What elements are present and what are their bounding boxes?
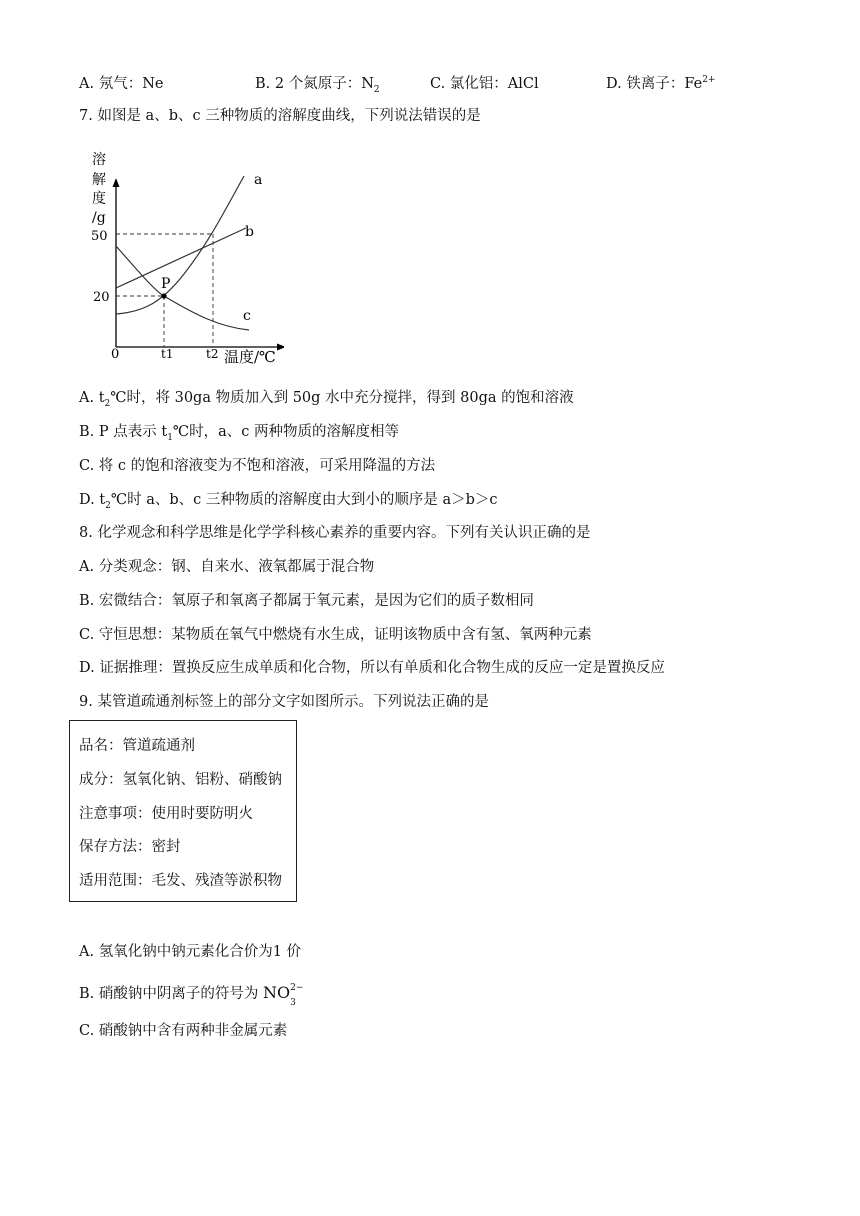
solubility-chart bbox=[84, 142, 284, 367]
q8-stem: 8. 化学观念和科学思维是化学学科核心素养的重要内容。下列有关认识正确的是 bbox=[79, 525, 591, 541]
q7-option-d: D. $t_2℃$时 a、b、c 三种物质的溶解度由大到小的顺序是 a＞b＞c bbox=[79, 492, 498, 511]
q7-option-b: B. P 点表示 $t_1℃$时，a、c 两种物质的溶解度相等 bbox=[79, 424, 400, 443]
q7-stem: 7. 如图是 a、b、c 三种物质的溶解度曲线，下列说法错误的是 bbox=[79, 108, 481, 124]
q6-option-a: A. 氖气：Ne bbox=[79, 76, 164, 92]
q9-option-b: B. 硝酸钠中阴离子的符号为 NO 2− 3 bbox=[79, 983, 304, 1008]
x-tick-t2: t2 bbox=[206, 347, 219, 361]
curve-c bbox=[116, 246, 249, 330]
q8-option-d: D. 证据推理：置换反应生成单质和化合物，所以有单质和化合物生成的反应一定是置换反应 bbox=[79, 660, 665, 676]
product-label-box bbox=[69, 720, 297, 902]
label-row-caution: 注意事项：使用时要防明火 bbox=[79, 806, 253, 822]
series-label-a: a bbox=[254, 172, 263, 188]
origin-label: 0 bbox=[111, 347, 120, 362]
label-row-storage: 保存方法：密封 bbox=[79, 839, 181, 855]
series-label-b: b bbox=[245, 224, 254, 240]
q9-option-c: C. 硝酸钠中含有两种非金属元素 bbox=[79, 1023, 288, 1039]
label-row-name: 品名：管道疏通剂 bbox=[79, 738, 195, 754]
curve-b bbox=[116, 228, 246, 288]
point-p-label: P bbox=[161, 276, 171, 292]
y-tick-20: 20 bbox=[93, 290, 110, 305]
q8-option-c: C. 守恒思想：某物质在氧气中燃烧有水生成，证明该物质中含有氢、氧两种元素 bbox=[79, 627, 592, 643]
series-label-c: c bbox=[243, 308, 251, 324]
q9-option-a: A. 氢氧化钠中钠元素化合价为1 价 bbox=[79, 944, 302, 960]
q7-option-a: A. $t_2℃$时，将 30ga 物质加入到 50g 水中充分搅拌，得到 80ga 的饱和溶液 bbox=[79, 390, 574, 409]
x-label: 温度/℃ bbox=[224, 348, 276, 366]
ylabel-char-2: 解 bbox=[92, 172, 106, 188]
x-axis-arrow bbox=[277, 344, 284, 351]
point-p bbox=[161, 293, 166, 298]
y-tick-50: 50 bbox=[91, 229, 108, 244]
q8-option-a: A. 分类观念：钢、自来水、液氧都属于混合物 bbox=[79, 559, 375, 575]
q9-stem: 9. 某管道疏通剂标签上的部分文字如图所示。下列说法正确的是 bbox=[79, 694, 489, 710]
ylabel-char-3: 度 bbox=[92, 191, 106, 207]
ylabel-char-1: 溶 bbox=[92, 152, 106, 168]
nitrate-formula: NO bbox=[262, 983, 291, 1002]
ylabel-char-4: /g bbox=[92, 210, 106, 226]
q6-option-c: C. 氯化铝：AlCl bbox=[430, 76, 539, 92]
y-axis-arrow bbox=[113, 178, 120, 187]
q7-option-c: C. 将 c 的饱和溶液变为不饱和溶液，可采用降温的方法 bbox=[79, 458, 436, 474]
label-row-scope: 适用范围：毛发、残渣等淤积物 bbox=[79, 873, 282, 889]
q6-option-d: D. 铁离子：$Fe^{2+}$ bbox=[606, 75, 716, 92]
q8-option-b: B. 宏微结合：氧原子和氧离子都属于氧元素，是因为它们的质子数相同 bbox=[79, 593, 534, 609]
q6-option-b: B. 2 个氮原子：$N_2$ bbox=[255, 76, 380, 95]
curve-a bbox=[116, 176, 244, 314]
label-row-ingredients: 成分：氢氧化钠、铝粉、硝酸钠 bbox=[79, 772, 282, 788]
x-tick-t1: t1 bbox=[161, 347, 174, 361]
